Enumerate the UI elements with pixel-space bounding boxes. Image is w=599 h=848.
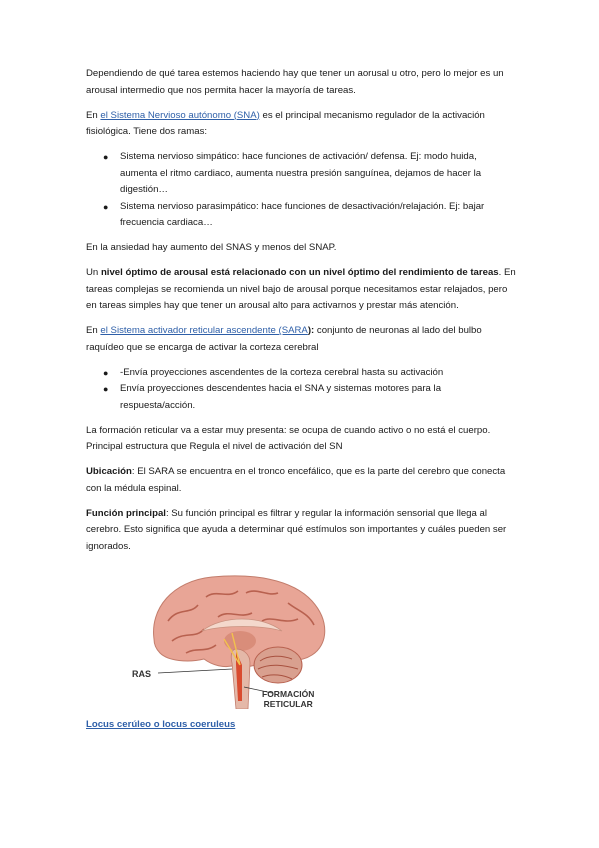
text-segment: . En tareas complejas se recomienda un nivel bajo de arousal porque necesitamos estar relajados, pero en tareas simples hay que tener un arousal alto para activarnos y prestar más atención. <box>86 267 516 311</box>
text-segment: : El SARA se encuentra en el tronco encefálico, que es la parte del cerebro que conecta con la médula espinal. <box>86 466 506 494</box>
list-item <box>103 365 516 382</box>
label-formacion-reticular <box>262 689 314 709</box>
bullet-icon: ● <box>103 384 109 394</box>
text-segment: En <box>86 325 101 336</box>
paragraph-sna <box>86 108 516 141</box>
bold-text: nivel óptimo de arousal está relacionado con un nivel óptimo del rendimiento de tareas <box>100 267 499 278</box>
list-sara-projections <box>86 365 516 415</box>
label-ras: RAS <box>132 669 152 679</box>
paragraph-funcion-principal <box>86 506 516 556</box>
paragraph-sara <box>86 323 516 356</box>
text-segment: Un <box>86 267 101 278</box>
brain-illustration <box>132 569 332 709</box>
list-item-text: Envía proyecciones descendentes hacia el SNA y sistemas motores para la respuesta/acción. <box>120 383 442 411</box>
label-line: RETICULAR <box>263 699 313 709</box>
paragraph-arousal-intro: Dependiendo de qué tarea estemos haciendo hay que tener un aorusal u otro, pero lo mejor es un arousal intermedio que nos permita hacer la mayoría de tareas. <box>86 68 504 96</box>
link-sna[interactable]: el Sistema Nervioso autónomo (SNA) <box>100 109 260 121</box>
document-page <box>86 66 516 734</box>
bold-text: Ubicación <box>86 466 132 477</box>
list-item <box>103 381 516 414</box>
list-item <box>103 149 516 199</box>
text-segment: conjunto de neuronas al lado del bulbo raquídeo que se encarga de activar la corteza cerebral <box>86 325 482 353</box>
label-line: FORMACIÓN <box>262 689 315 699</box>
text-segment: En <box>86 109 101 121</box>
list-item-text: -Envía proyecciones ascendentes de la corteza cerebral hasta su activación <box>120 366 444 378</box>
bullet-icon: ● <box>103 152 109 162</box>
list-item <box>103 199 516 232</box>
brain-sagittal-image <box>132 569 332 709</box>
list-item-text: Sistema nervioso simpático: hace funciones de activación/ defensa. Ej: modo huida, aumenta el ritmo cardiaco, aumenta nuestra presión sanguínea, dejamos de hacer la digestión… <box>120 151 482 195</box>
list-sna-branches <box>86 149 516 232</box>
bullet-icon: ● <box>103 201 109 212</box>
text-segment: : Su función principal es filtrar y regular la información sensorial que llega al cerebro. Esto significa que ayuda a determinar qué estímulos son importantes y cuáles pueden ser ignorados. <box>86 507 507 552</box>
bold-text: ): <box>307 325 315 336</box>
paragraph-formacion-reticular: La formación reticular va a estar muy presenta: se ocupa de cuando activo o no está el cuerpo. Principal estructura que Regula el nivel de activación del SN <box>86 424 491 452</box>
link-locus-ceruleo[interactable]: Locus cerúleo o locus coeruleus <box>86 719 236 730</box>
bold-text: Función principal <box>86 507 166 519</box>
link-sara[interactable]: el Sistema activador reticular ascendente (SARA <box>100 325 308 336</box>
ras-pointer-line <box>158 669 232 673</box>
paragraph-ubicacion <box>86 464 516 497</box>
paragraph-nivel-optimo <box>86 265 516 315</box>
list-item-text: Sistema nervioso parasimpático: hace funciones de desactivación/relajación. Ej: bajar frecuencia cardiaca… <box>120 200 485 228</box>
bullet-icon: ● <box>103 367 109 378</box>
paragraph-ansiedad: En la ansiedad hay aumento del SNAS y menos del SNAP. <box>86 242 337 253</box>
text-segment: es el principal mecanismo regulador de la activación fisiológica. Tiene dos ramas: <box>86 109 485 137</box>
